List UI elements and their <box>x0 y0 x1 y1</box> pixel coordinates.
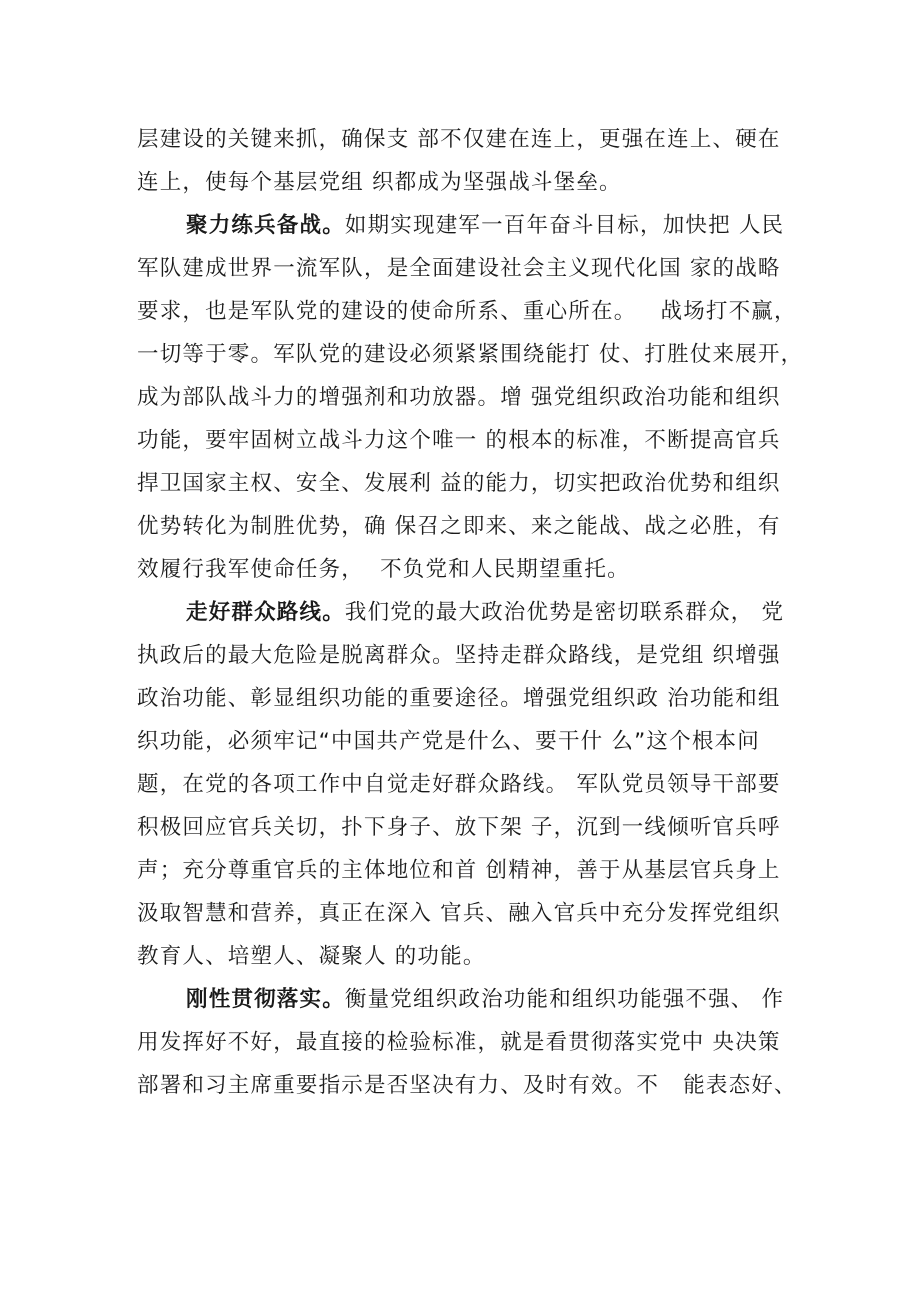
paragraph-first-line <box>186 985 798 1015</box>
text-line: 部署和习主席重要指示是否坚决有力、及时有效。不 能表态好、 <box>137 1073 797 1098</box>
paragraph-first-line <box>186 211 798 241</box>
text-line: 一切等于零。军队党的建设必须紧紧围绕能打 仗、打胜仗来展开， <box>137 342 804 367</box>
text-line: 要求，也是军队党的建设的使命所系、重心所在。 战场打不赢， <box>137 299 797 324</box>
paragraph-lead: 走好群众路线。 <box>186 600 345 625</box>
text-line: 政治功能、彰显组织功能的重要途径。增强党组织政 治功能和组 <box>137 686 781 711</box>
text-line: 积极回应官兵关切，扑下身子、放下架 子，沉到一线倾听官兵呼 <box>137 815 781 840</box>
paragraph-text: 如期实现建军一百年奋斗目标，加快把 人民 <box>344 213 785 238</box>
text-line: 功能，要牢固树立战斗力这个唯一 的根本的标准，不断提高官兵 <box>137 428 781 453</box>
text-line: 捍卫国家主权、安全、发展利 益的能力，切实把政治优势和组织 <box>137 471 781 496</box>
paragraph-lead: 聚力练兵备战。 <box>186 213 345 238</box>
text-line: 连上，使每个基层党组 织都成为坚强战斗堡垒。 <box>137 170 622 195</box>
text-line: 层建设的关键来抓，确保支 部不仅建在连上，更强在连上、硬在 <box>137 127 781 152</box>
text-line: 教育人、培塑人、凝聚人 的功能。 <box>137 944 486 969</box>
paragraph-lead: 刚性贯彻落实。 <box>186 987 345 1012</box>
text-line: 军队建成世界一流军队，是全面建设社会主义现代化国 家的战略 <box>137 256 781 281</box>
text-line: 执政后的最大危险是脱离群众。坚持走群众路线，是党组 织增强 <box>137 643 781 668</box>
text-line: 声；充分尊重官兵的主体地位和首 创精神，善于从基层官兵身上 <box>137 858 781 883</box>
text-line: 效履行我军使命任务， 不负党和人民期望重托。 <box>137 557 630 582</box>
text-line: 成为部队战斗力的增强剂和功放器。增 强党组织政治功能和组织 <box>137 385 781 410</box>
text-line: 用发挥好不好，最直接的检验标准，就是看贯彻落实党中 央决策 <box>137 1030 781 1055</box>
paragraph-text: 我们党的最大政治优势是密切联系群众， 党 <box>344 600 785 625</box>
text-line: 织功能，必须牢记“中国共产党是什么、要干什 么”这个根本问 <box>137 729 760 754</box>
text-line: 汲取智慧和营养，真正在深入 官兵、融入官兵中充分发挥党组织 <box>137 901 781 926</box>
paragraph-first-line <box>186 598 798 628</box>
text-line: 优势转化为制胜优势，确 保召之即来、来之能战、战之必胜，有 <box>137 514 781 539</box>
paragraph-text: 衡量党组织政治功能和组织功能强不强、 作 <box>344 987 785 1012</box>
text-line: 题，在党的各项工作中自觉走好群众路线。 军队党员领导干部要 <box>137 772 781 797</box>
